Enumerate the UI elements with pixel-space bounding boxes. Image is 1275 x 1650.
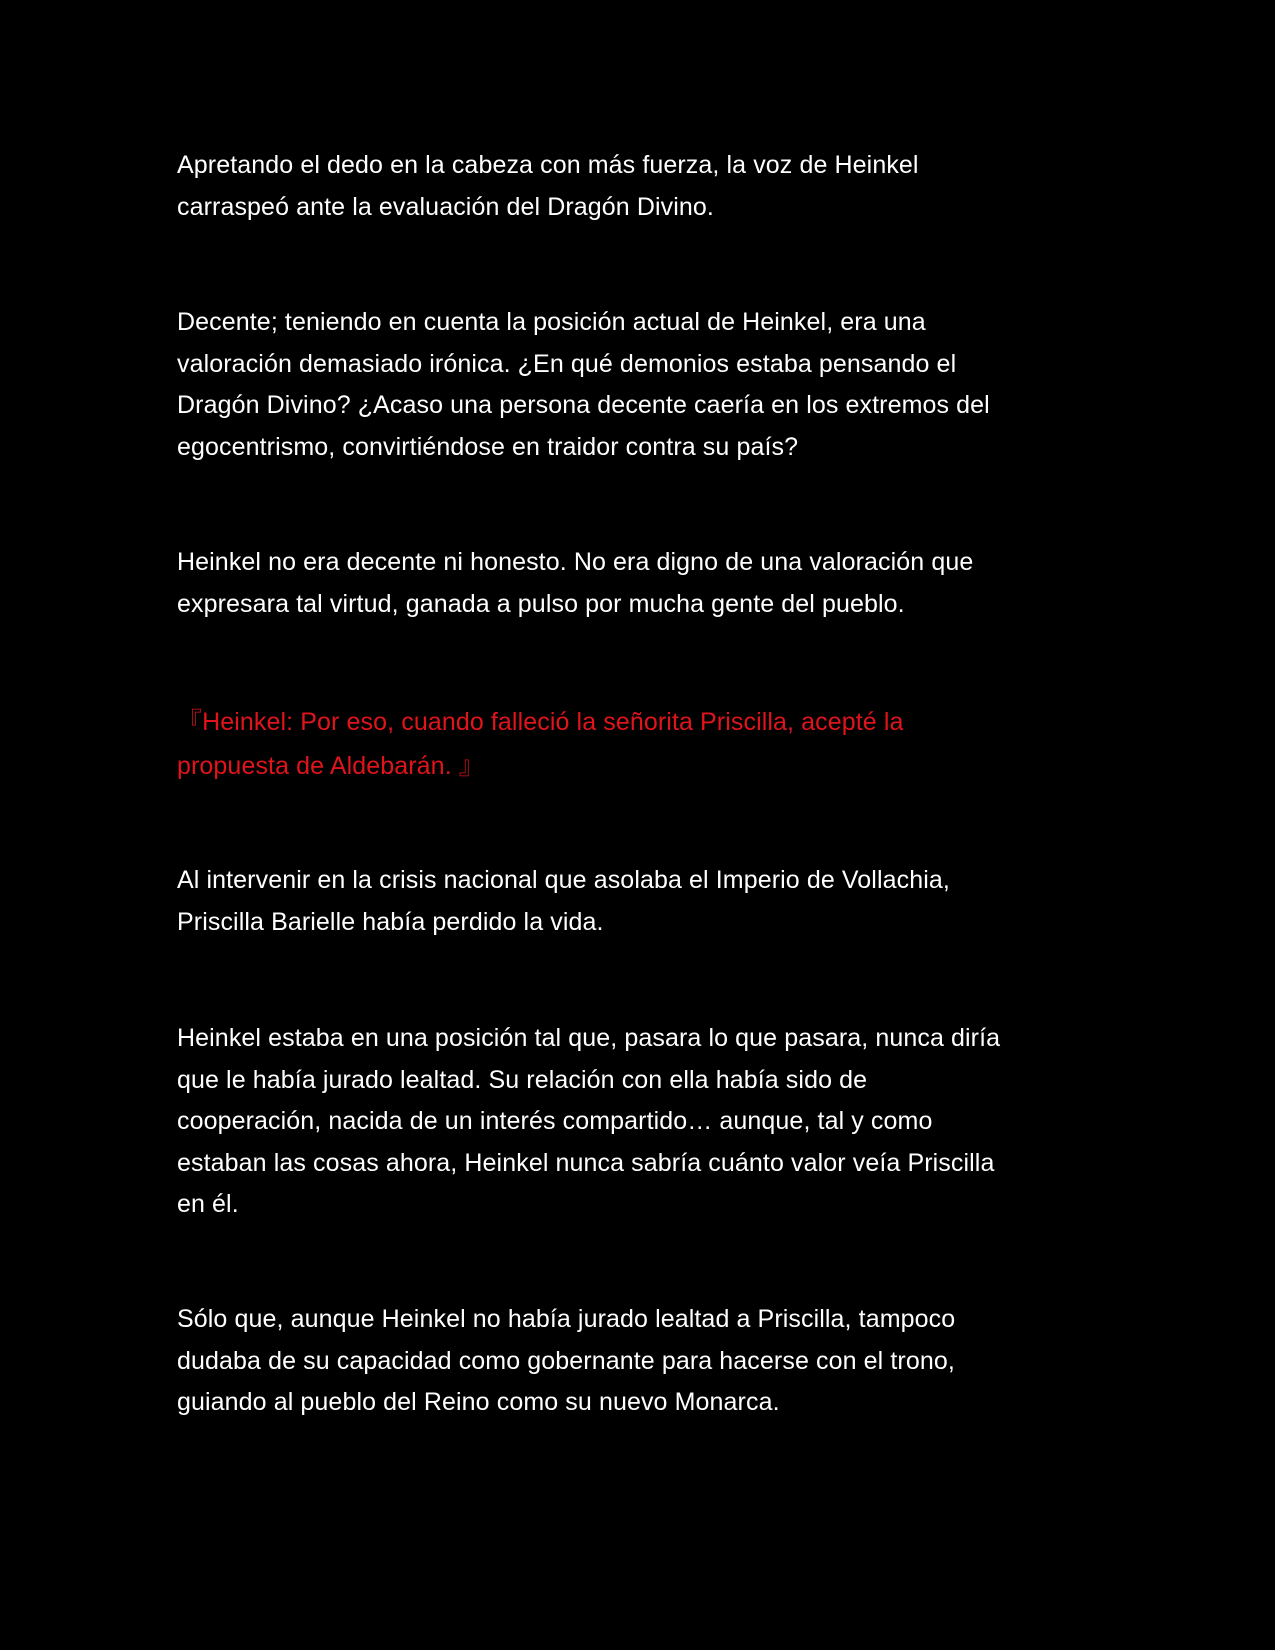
dialogue-line: propuesta de Aldebarán. 』 — [177, 752, 484, 780]
text-line: Apretando el dedo en la cabeza con más fuerza, la voz de Heinkel — [177, 151, 919, 179]
text-line: Heinkel no era decente ni honesto. No era digno de una valoración que — [177, 548, 974, 576]
text-line: en él. — [177, 1190, 239, 1218]
narration-paragraph — [177, 302, 1107, 468]
text-line: Al intervenir en la crisis nacional que asolaba el Imperio de Vollachia, — [177, 866, 950, 894]
text-line: Sólo que, aunque Heinkel no había jurado lealtad a Priscilla, tampoco — [177, 1305, 956, 1333]
text-line: que le había jurado lealtad. Su relación con ella había sido de — [177, 1065, 868, 1094]
text-line: egocentrismo, convirtiéndose en traidor contra su país? — [177, 432, 799, 461]
narration-paragraph — [177, 1299, 1107, 1424]
text-line: Decente; teniendo en cuenta la posición actual de Heinkel, era una — [177, 308, 926, 336]
text-line: dudaba de su capacidad como gobernante para hacerse con el trono, — [177, 1346, 955, 1375]
text-line: Heinkel estaba en una posición tal que, pasara lo que pasara, nunca diría — [177, 1024, 1001, 1052]
text-line: Dragón Divino? ¿Acaso una persona decente caería en los extremos del — [177, 391, 990, 419]
dialogue-paragraph — [177, 700, 1107, 788]
text-line: expresara tal virtud, ganada a pulso por mucha gente del pueblo. — [177, 589, 905, 618]
narration-paragraph — [177, 1018, 1107, 1226]
text-line: estaban las cosas ahora, Heinkel nunca sabría cuánto valor veía Priscilla — [177, 1148, 995, 1177]
text-line: guiando al pueblo del Reino como su nuevo Monarca. — [177, 1388, 780, 1416]
narration-paragraph — [177, 145, 1107, 228]
dialogue-line: 『Heinkel: Por eso, cuando falleció la señorita Priscilla, acepté la — [177, 708, 904, 736]
narration-paragraph — [177, 860, 1107, 943]
text-line: cooperación, nacida de un interés compartido… aunque, tal y como — [177, 1107, 933, 1135]
narration-paragraph — [177, 542, 1107, 625]
text-line: Priscilla Barielle había perdido la vida. — [177, 907, 604, 936]
text-line: carraspeó ante la evaluación del Dragón Divino. — [177, 192, 714, 221]
text-line: valoración demasiado irónica. ¿En qué demonios estaba pensando el — [177, 349, 957, 378]
